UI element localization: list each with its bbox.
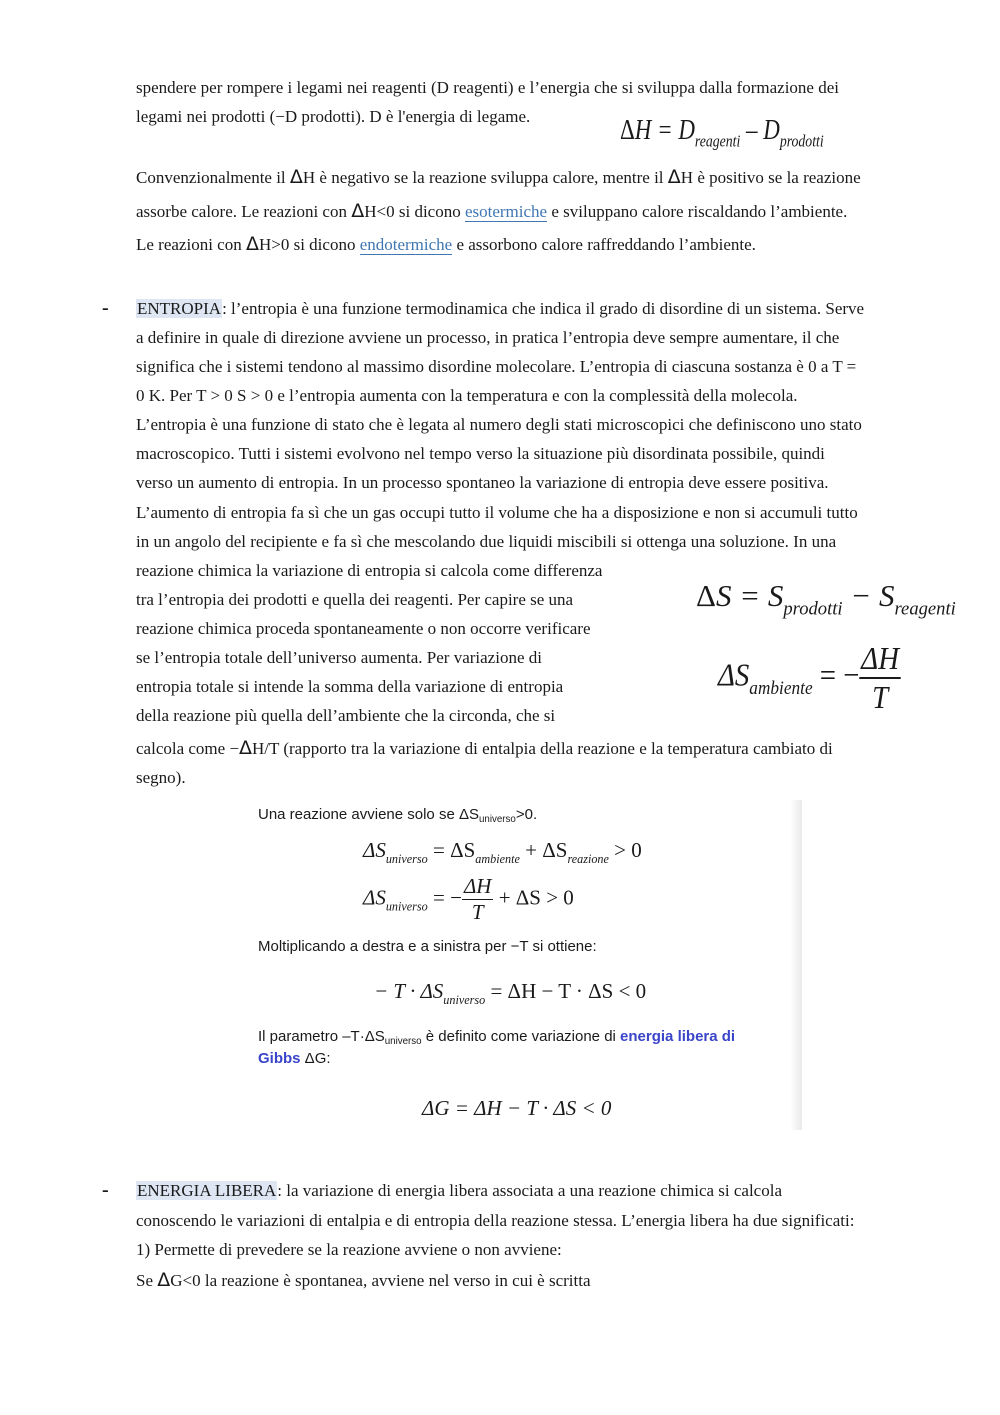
text-line: verso un aumento di entropia. In un processo spontaneo la variazione di entropia deve essere positiva. xyxy=(136,473,829,492)
text-line: 0 K. Per T > 0 S > 0 e l’entropia aumenta con la temperatura e con la complessità della molecola. xyxy=(136,386,798,405)
esotermiche-link[interactable]: esotermiche xyxy=(464,202,548,221)
text-line: in un angolo del recipiente e fa sì che mescolando due liquidi miscibili si ottenga una soluzione. In una xyxy=(136,532,837,551)
equation-gibbs: ΔG = ΔH − T · ΔS < 0 xyxy=(422,1096,612,1120)
text-line: tra l’entropia dei prodotti e quella dei reagenti. Per capire se una xyxy=(136,590,574,609)
energia-line: ENERGIA LIBERA: la variazione di energia libera associata a una reazione chimica si calcola xyxy=(137,1181,783,1200)
text-line: conoscendo le variazioni di entalpia e di entropia della reazione stessa. L’energia libera ha due significati: xyxy=(136,1211,855,1230)
text-line: macroscopico. Tutti i sistemi evolvono nel tempo verso la situazione più disordinata possibile, quindi xyxy=(136,444,825,463)
entropia-term: ENTROPIA xyxy=(137,299,222,318)
box-text-parameter: Il parametro $-T\cdot\Delta S_{universo}$ è definito come variazione di energia libera di xyxy=(258,1028,736,1047)
entropia-line: ENTROPIA: l’entropia è una funzione termodinamica che indica il grado di disordine di un sistema. Serve xyxy=(137,299,865,318)
equation-minus-t: − $T \cdot \Delta S_{universo} = \Delta H - T \cdot \Delta S < 0$ xyxy=(374,979,647,1008)
text-line: L’aumento di entropia fa sì che un gas occupi tutto il volume che ha a disposizione e non si accumuli tutto xyxy=(136,503,858,522)
text-line: Le reazioni con ΔH>0 si dicono endotermiche e assorbono calore raffreddando l’ambiente. xyxy=(136,233,756,255)
box-shadow xyxy=(790,800,802,1130)
equation-universe-sum: $\Delta S_{universo} = \Delta S_{ambiente} + \Delta S_{reazione} > 0$ xyxy=(363,838,642,867)
box-text-multiply: Moltiplicando a destra e a sinistra per −T si ottiene: xyxy=(258,938,597,955)
text-line: Convenzionalmente il ΔH è negativo se la reazione sviluppa calore, mentre il ΔH è positivo se la reazione xyxy=(136,166,861,188)
formula-enthalpy: $\Delta H = D_{reagenti} - D_{prodotti}$ xyxy=(620,115,824,151)
text-line: a definire in quale di direzione avviene un processo, in pratica l’entropia deve sempre aumentare, il che xyxy=(136,328,840,347)
box-text-condition: Una reazione avviene solo se $\Delta S_{universo}>0$. xyxy=(258,806,538,825)
bullet: - xyxy=(102,1179,109,1201)
text-line: reazione chimica la variazione di entropia si calcola come differenza xyxy=(136,561,603,580)
equation-universe-fraction: $\Delta S_{universo}$ = − $\frac{\Delta H}{T}$ + ΔS > 0 xyxy=(363,874,574,924)
energia-libera-term: ENERGIA LIBERA xyxy=(137,1181,277,1200)
text-line: reazione chimica proceda spontaneamente o non occorre verificare xyxy=(136,619,591,638)
text-line: Se ΔG<0 la reazione è spontanea, avviene nel verso in cui è scritta xyxy=(136,1269,591,1291)
gibbs-derivation-image xyxy=(250,800,802,1130)
text-line: se l’entropia totale dell’universo aumenta. Per variazione di xyxy=(136,648,542,667)
bullet: - xyxy=(102,297,109,319)
text-line: della reazione più quella dell’ambiente che la circonda, che si xyxy=(136,706,556,725)
text-line: entropia totale si intende la somma della variazione di entropia xyxy=(136,677,564,696)
text-line: legami nei prodotti (−D prodotti). D è l'energia di legame. xyxy=(136,107,531,126)
endotermiche-link[interactable]: endotermiche xyxy=(359,235,453,254)
text-line: assorbe calore. Le reazioni con ΔH<0 si dicono esotermiche e sviluppano calore riscaldando l’ambiente. xyxy=(136,200,848,222)
text-line: significa che i sistemi tendono al massimo disordine molecolare. L’entropia di ciascuna sostanza è 0 a T = xyxy=(136,357,857,376)
text-line: calcola come −ΔH/T (rapporto tra la variazione di entalpia della reazione e la temperatura cambiato di xyxy=(136,737,833,759)
formula-entropy: $\Delta S = S_{prodotti} - S_{reagenti}$ xyxy=(696,578,956,620)
text-line: segno). xyxy=(136,768,186,787)
text-line: L’entropia è una funzione di stato che è legata al numero degli stati microscopici che definiscono uno stato xyxy=(136,415,862,434)
text-line: spendere per rompere i legami nei reagenti (D reagenti) e l’energia che si sviluppa dalla formazione dei xyxy=(136,78,839,97)
box-text-gibbs: Gibbs ΔG: xyxy=(258,1050,331,1067)
formula-ambient: $\Delta S_{ambiente}$ = − $\frac{\Delta H}{T}$ xyxy=(718,640,899,715)
text-line: 1) Permette di prevedere se la reazione avviene o non avviene: xyxy=(136,1240,562,1259)
